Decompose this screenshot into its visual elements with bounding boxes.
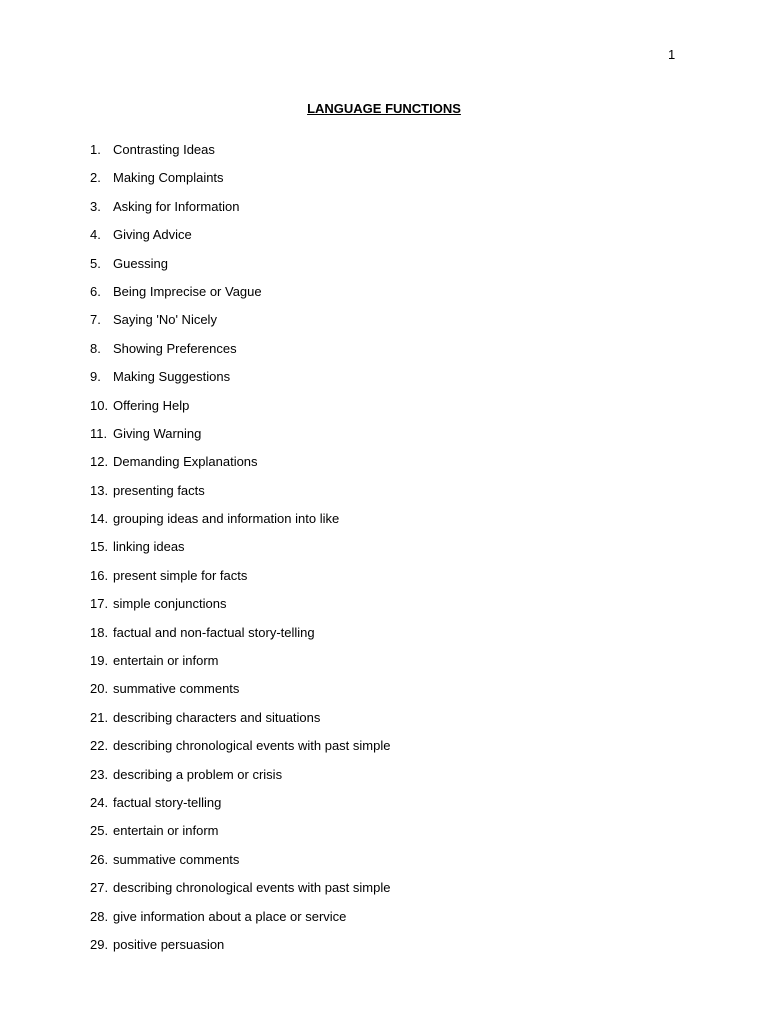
list-item-text: Making Suggestions <box>113 369 231 385</box>
list-item <box>90 909 390 937</box>
list-item-number: 29. <box>90 936 109 952</box>
list-item-number: 6. <box>90 283 101 299</box>
list-item <box>90 937 390 965</box>
list-item-text: Offering Help <box>113 397 190 413</box>
list-item <box>90 483 390 511</box>
list-item <box>90 625 390 653</box>
list-item-text: entertain or inform <box>113 653 219 669</box>
list-item <box>90 341 390 369</box>
list-item-number: 24. <box>90 794 109 810</box>
list-item <box>90 596 390 624</box>
list-item <box>90 568 390 596</box>
list-item-number: 7. <box>90 312 101 328</box>
list-item <box>90 767 390 795</box>
list-item-text: Saying 'No' Nicely <box>113 312 217 328</box>
list-item <box>90 227 390 255</box>
list-item-text: entertain or inform <box>113 823 219 839</box>
list-item-number: 18. <box>90 624 109 640</box>
list-item-text: grouping ideas and information into like <box>113 511 340 527</box>
list-item-text: factual story-telling <box>113 794 222 810</box>
list-item-number: 21. <box>90 709 109 725</box>
list-item-text: describing chronological events with past simple <box>113 738 391 754</box>
list-item-text: linking ideas <box>113 539 185 555</box>
list-item <box>90 398 390 426</box>
list-item <box>90 369 390 397</box>
list-item-text: give information about a place or service <box>113 908 347 924</box>
list-item-text: factual and non-factual story-telling <box>113 624 315 640</box>
list-item-text: Giving Warning <box>113 425 202 441</box>
list-item-text: Being Imprecise or Vague <box>113 283 262 299</box>
list-item-number: 25. <box>90 823 109 839</box>
list-item <box>90 852 390 880</box>
list-item-text: Contrasting Ideas <box>113 142 215 157</box>
list-item-text: Showing Preferences <box>113 340 237 356</box>
list-item <box>90 823 390 851</box>
list-item <box>90 426 390 454</box>
list-item <box>90 681 390 709</box>
list-item-text: Making Complaints <box>113 170 224 186</box>
list-item <box>90 312 390 340</box>
list-item <box>90 142 390 170</box>
list-item-number: 12. <box>90 454 109 470</box>
list-item-number: 22. <box>90 738 109 754</box>
list-item-number: 17. <box>90 596 109 612</box>
list-item <box>90 738 390 766</box>
list-item <box>90 710 390 738</box>
list-item-number: 10. <box>90 397 109 413</box>
list-item-number: 13. <box>90 482 109 498</box>
list-item <box>90 795 390 823</box>
list-item <box>90 284 390 312</box>
list-item-number: 5. <box>90 255 101 271</box>
list-item-number: 9. <box>90 369 101 385</box>
list-item-text: Demanding Explanations <box>113 454 258 470</box>
list-item-text: describing a problem or crisis <box>113 766 283 782</box>
list-item-text: summative comments <box>113 851 240 867</box>
list-item-text: describing characters and situations <box>113 709 321 725</box>
document-title: LANGUAGE FUNCTIONS <box>307 101 461 116</box>
list-item <box>90 653 390 681</box>
list-item-text: Giving Advice <box>113 227 192 243</box>
language-functions-list <box>90 142 390 965</box>
list-item-number: 16. <box>90 567 109 583</box>
list-item-text: Guessing <box>113 255 168 271</box>
list-item-number: 19. <box>90 653 109 669</box>
list-item-number: 3. <box>90 198 101 214</box>
list-item <box>90 539 390 567</box>
list-item-text: Asking for Information <box>113 198 240 214</box>
list-item-number: 8. <box>90 340 101 356</box>
list-item-text: summative comments <box>113 681 240 697</box>
list-item-number: 27. <box>90 880 109 896</box>
page-number: 1 <box>668 47 676 62</box>
list-item-number: 20. <box>90 681 109 697</box>
list-item-number: 15. <box>90 539 109 555</box>
list-item-number: 28. <box>90 908 109 924</box>
list-item <box>90 454 390 482</box>
list-item-text: describing chronological events with past simple <box>113 880 391 896</box>
list-item-number: 14. <box>90 511 109 527</box>
list-item-number: 4. <box>90 227 101 243</box>
list-item-number: 23. <box>90 766 109 782</box>
list-item <box>90 880 390 908</box>
list-item-number: 26. <box>90 851 109 867</box>
list-item-text: present simple for facts <box>113 567 248 583</box>
list-item <box>90 170 390 198</box>
list-item-text: positive persuasion <box>113 936 225 952</box>
list-item-number: 1. <box>90 142 101 157</box>
list-item-number: 11. <box>90 425 108 441</box>
list-item <box>90 199 390 227</box>
list-item-text: simple conjunctions <box>113 596 227 612</box>
list-item <box>90 511 390 539</box>
list-item-text: presenting facts <box>113 482 205 498</box>
list-item <box>90 256 390 284</box>
list-item-number: 2. <box>90 170 101 186</box>
